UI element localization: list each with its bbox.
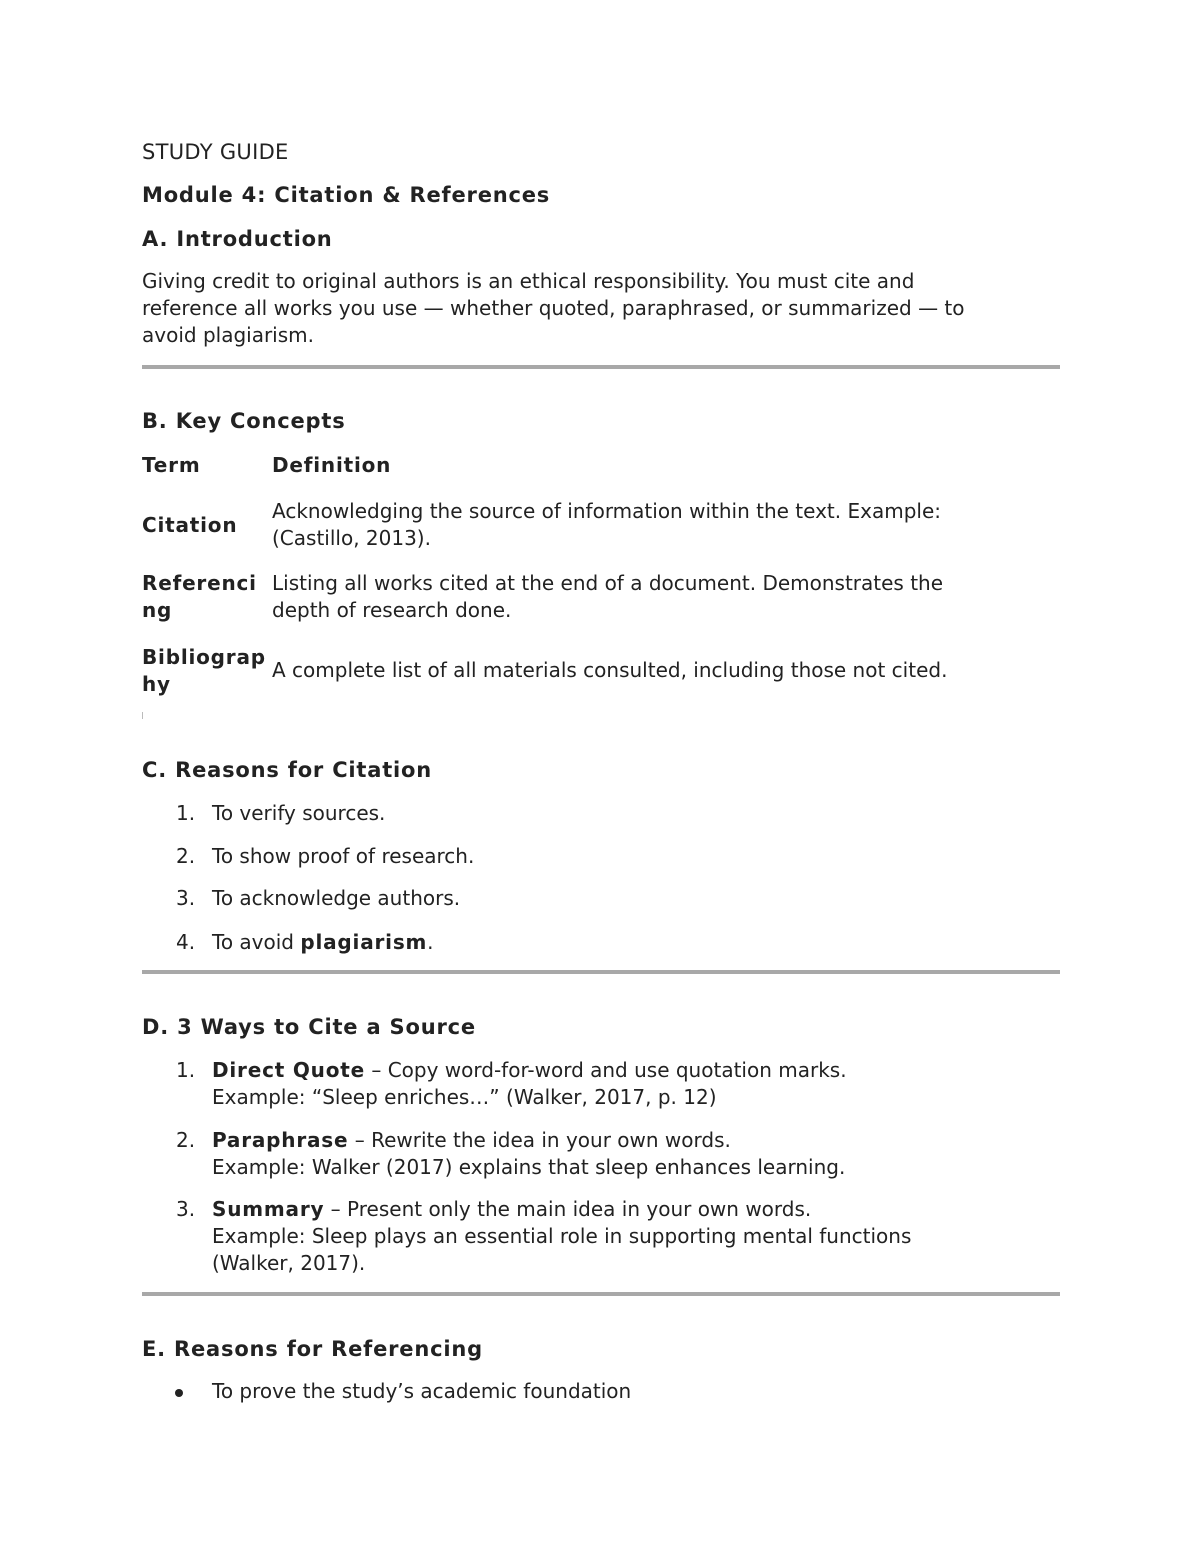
bullet-icon	[175, 1389, 183, 1397]
definition-cell	[272, 498, 1052, 552]
term-line: Referenci	[142, 571, 257, 595]
list-item-line	[212, 1127, 1032, 1154]
list-item-text: To avoid	[212, 930, 301, 954]
list-number: 2.	[176, 844, 196, 868]
list-number: 1.	[176, 801, 196, 825]
module-heading: Module 4: Citation & References	[142, 183, 551, 207]
list-item: To acknowledge authors.	[212, 886, 461, 910]
term-cell: Citation	[142, 513, 238, 537]
section-e-heading: E. Reasons for Referencing	[142, 1337, 483, 1361]
term-line: hy	[142, 672, 171, 696]
list-item-line	[212, 1196, 1032, 1223]
bold-term-plagiarism: plagiarism	[300, 930, 428, 954]
list-item: To verify sources.	[212, 801, 386, 825]
list-number: 3.	[176, 1197, 196, 1221]
definition-line: Acknowledging the source of information within the text. Example:	[272, 499, 941, 523]
example-line: (Walker, 2017).	[212, 1251, 366, 1275]
list-item: To show proof of research.	[212, 844, 475, 868]
method-name: Paraphrase	[212, 1128, 349, 1152]
example-line: Example: Walker (2017) explains that sleep enhances learning.	[212, 1155, 846, 1179]
list-item	[212, 1196, 1032, 1277]
example-line: Example: “Sleep enriches…” (Walker, 2017, p. 12)	[212, 1085, 717, 1109]
section-divider	[142, 1292, 1060, 1296]
list-number: 2.	[176, 1128, 196, 1152]
term-line: ng	[142, 598, 173, 622]
list-item-line	[212, 1057, 1032, 1084]
method-name: Direct Quote	[212, 1058, 365, 1082]
example-line: Example: Sleep plays an essential role in supporting mental functions	[212, 1224, 912, 1248]
term-cell	[142, 644, 268, 698]
list-item-text: .	[427, 930, 434, 954]
table-end-mark	[142, 712, 143, 719]
method-name: Summary	[212, 1197, 325, 1221]
method-description: – Copy word-for-word and use quotation marks.	[364, 1058, 847, 1082]
term-cell	[142, 570, 268, 624]
list-item	[212, 1057, 1032, 1111]
list-item	[212, 929, 1032, 956]
section-d-heading: D. 3 Ways to Cite a Source	[142, 1015, 476, 1039]
section-b-heading: B. Key Concepts	[142, 409, 346, 433]
list-number: 3.	[176, 886, 196, 910]
intro-line: avoid plagiarism.	[142, 323, 314, 347]
section-a-heading: A. Introduction	[142, 227, 333, 251]
list-item	[212, 1127, 1032, 1181]
definition-cell	[272, 657, 1052, 684]
list-item: To prove the study’s academic foundation	[212, 1379, 632, 1403]
intro-line: Giving credit to original authors is an ethical responsibility. You must cite and	[142, 269, 915, 293]
intro-line: reference all works you use — whether quoted, paraphrased, or summarized — to	[142, 296, 965, 320]
method-description: – Rewrite the idea in your own words.	[348, 1128, 731, 1152]
table-header-definition: Definition	[272, 453, 392, 477]
table-header-term: Term	[142, 453, 201, 477]
definition-line: Listing all works cited at the end of a document. Demonstrates the	[272, 571, 944, 595]
list-number: 4.	[176, 930, 196, 954]
introduction-paragraph	[142, 268, 1042, 349]
method-description: – Present only the main idea in your own words.	[324, 1197, 812, 1221]
section-divider	[142, 970, 1060, 974]
definition-line: A complete list of all materials consulted, including those not cited.	[272, 658, 948, 682]
term-line: Bibliograp	[142, 645, 266, 669]
definition-line: (Castillo, 2013).	[272, 526, 431, 550]
document-title: STUDY GUIDE	[142, 140, 289, 164]
definition-cell	[272, 570, 1052, 624]
definition-line: depth of research done.	[272, 598, 512, 622]
section-divider	[142, 365, 1060, 369]
section-c-heading: C. Reasons for Citation	[142, 758, 433, 782]
list-number: 1.	[176, 1058, 196, 1082]
